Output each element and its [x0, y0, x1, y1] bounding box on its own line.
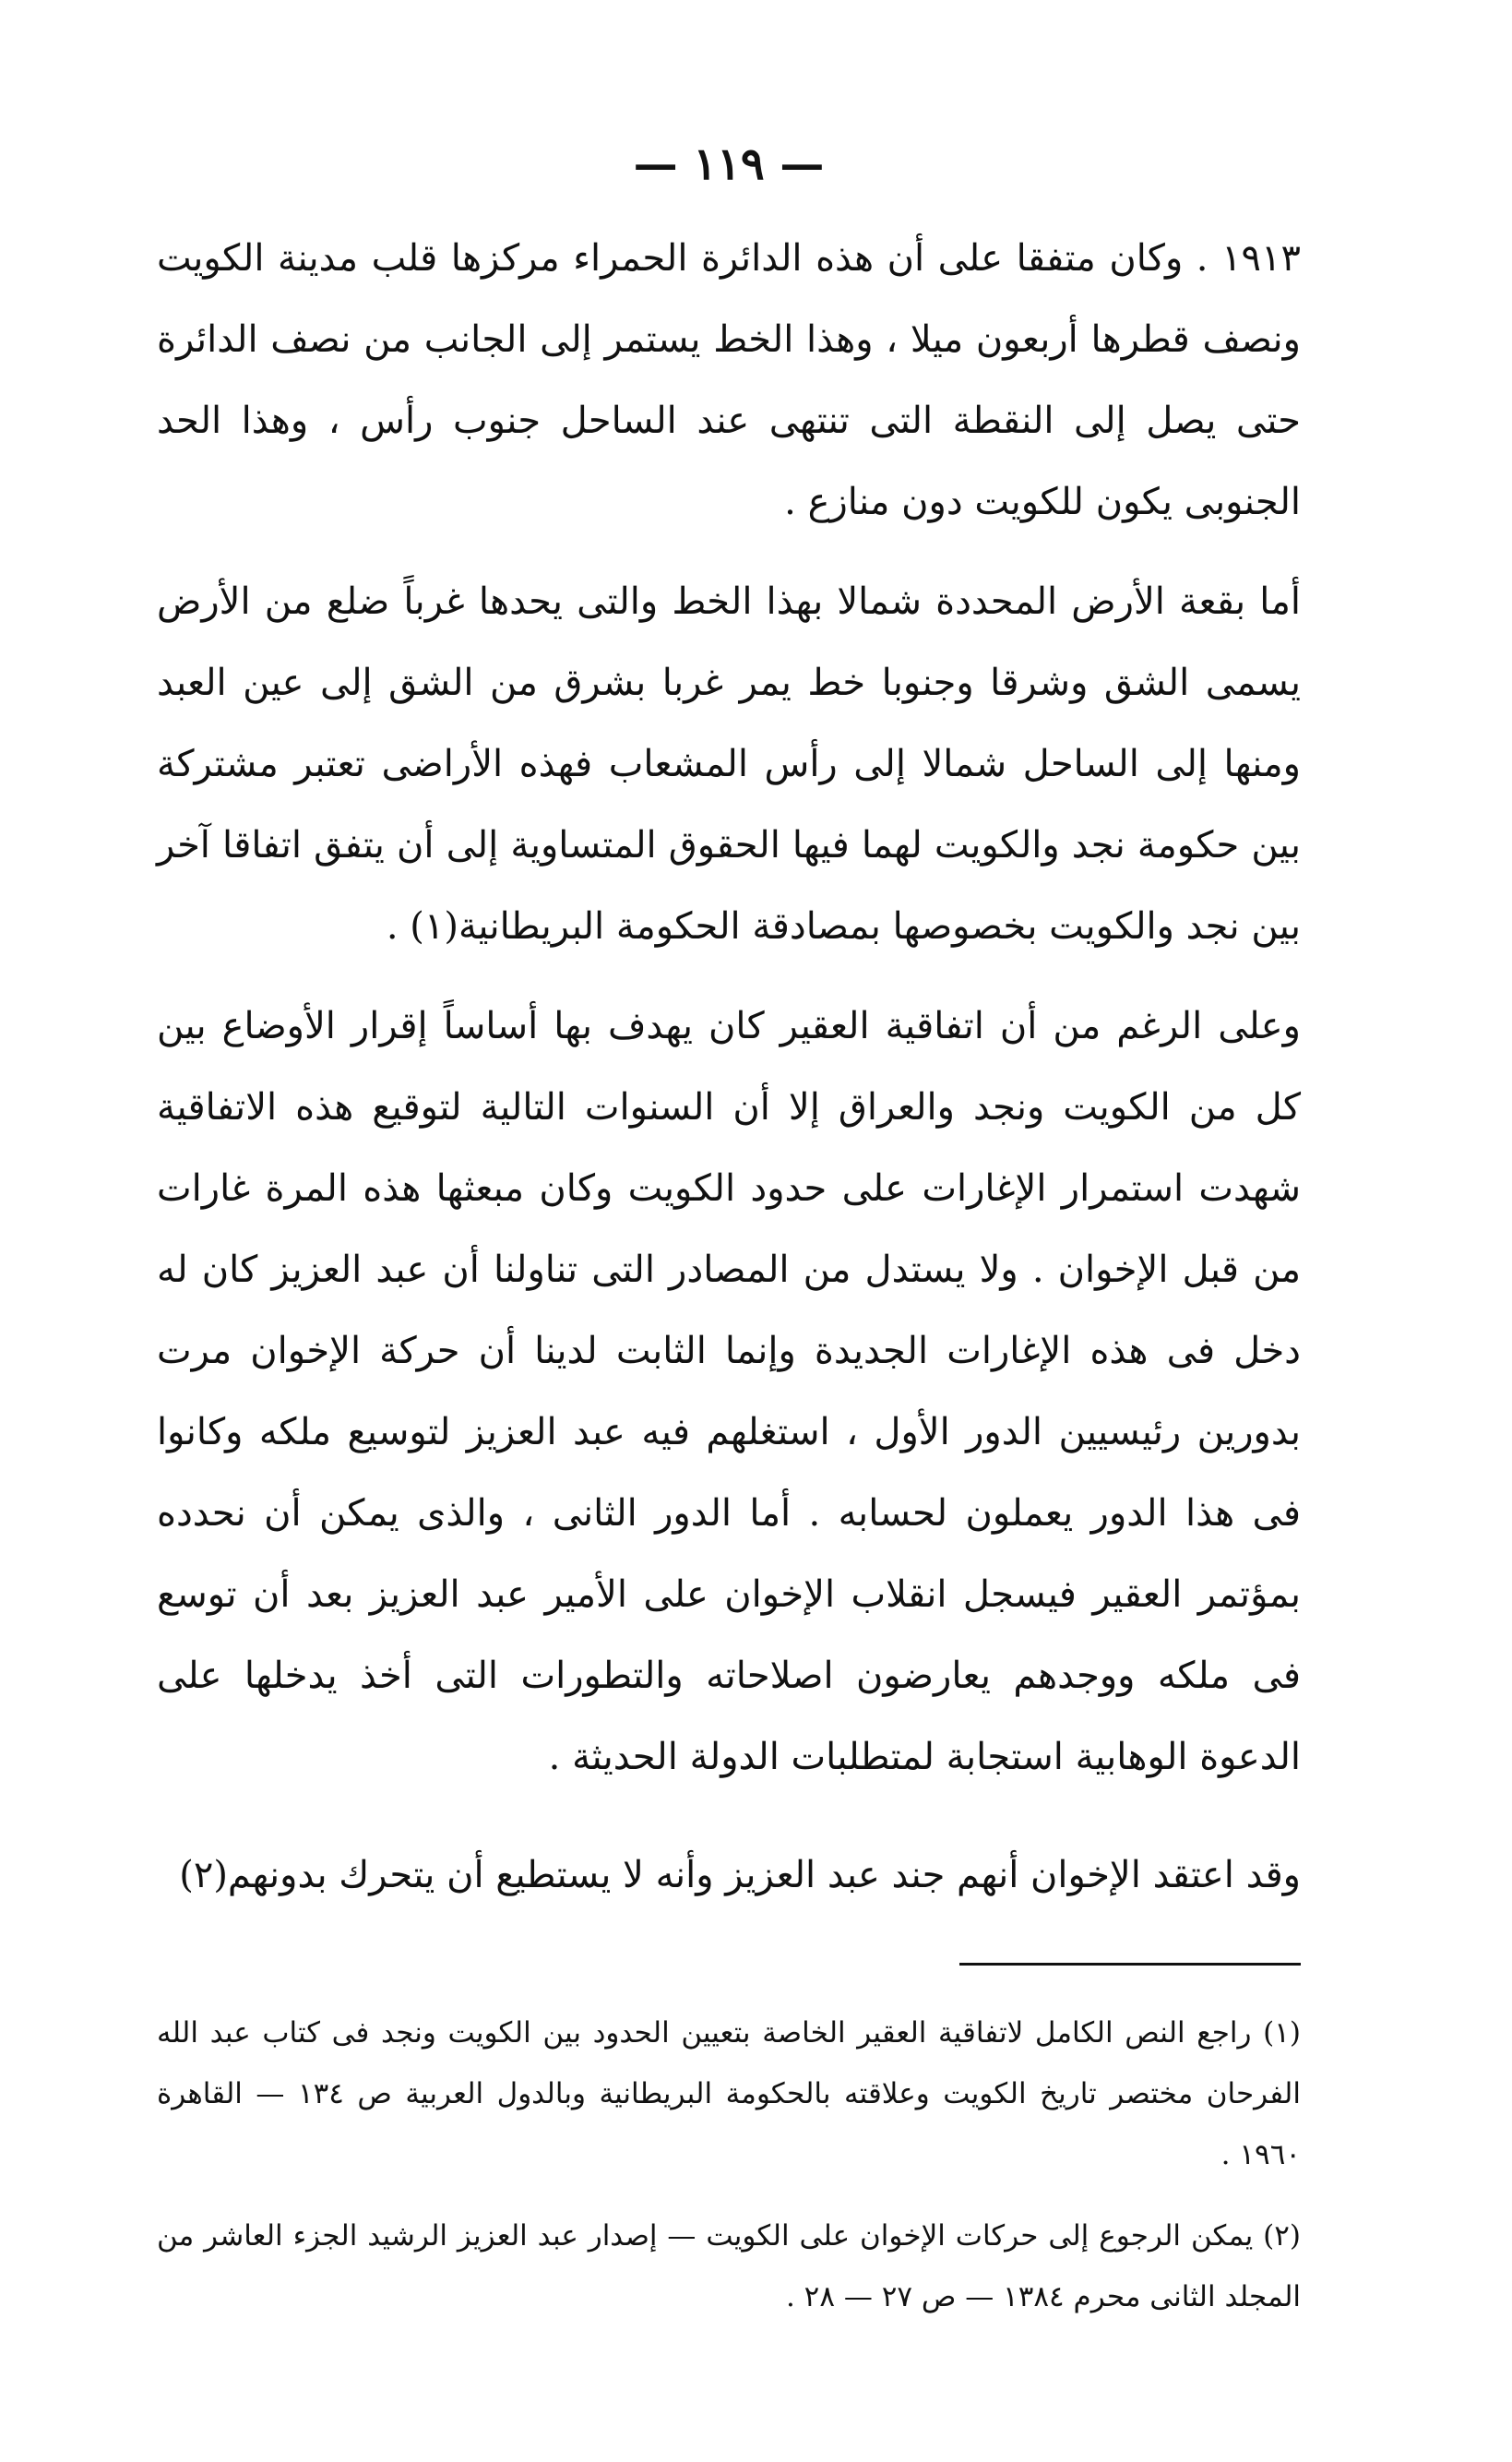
paragraph-1: ١٩١٣ . وكان متفقا على أن هذه الدائرة الحمراء مركزها قلب مدينة الكويت ونصف قطرها أربعون ميلا ، وهذا الخط يستمر إلى الجانب من نصف الدائرة حتى يصل إلى النقطة التى تنتهى عند الساحل جنوب رأس ، وهذا الحد الجنوبى يكون للكويت دون منازع .	[157, 237, 1301, 523]
paragraph-3: وعلى الرغم من أن اتفاقية العقير كان يهدف بها أساساً إقرار الأوضاع بين كل من الكويت ونجد والعراق إلا أن السنوات التالية لتوقيع هذه الاتفاقية شهدت استمرار الإغارات على حدود الكويت وكان مبعثها هذه المرة غارات من قبل الإخوان . ولا يستدل من المصادر التى تناولنا أن عبد العزيز كان له دخل فى هذه الإغارات الجديدة وإنما الثابت لدينا أن حركة الإخوان مرت بدورين رئيسيين الدور الأول ، استغلهم فيه عبد العزيز لتوسيع ملكه وكانوا فى هذا الدور يعملون لحسابه . أما الدور الثانى ، والذى يمكن أن نحدده بمؤتمر العقير فيسجل انقلاب الإخوان على الأمير عبد العزيز بعد أن توسع فى ملكه ووجدهم يعارضون اصلاحاته والتطورات التى أخذ يدخلها على الدعوة الوهابية استجابة لمتطلبات الدولة الحديثة .	[157, 1005, 1301, 1778]
footnotes	[157, 2002, 1301, 2327]
page-number: — ١١٩ —	[633, 138, 825, 190]
footnote-2: (٢) يمكن الرجوع إلى حركات الإخوان على الكويت — إصدار عبد العزيز الرشيد الجزء العاشر من المجلد الثانى محرم ١٣٨٤ — ص ٢٧ — ٢٨ .	[157, 2219, 1301, 2313]
paragraph-2: أما بقعة الأرض المحددة شمالا بهذا الخط والتى يحدها غرباً ضلع من الأرض يسمى الشق وشرقا وجنوبا خط يمر غربا بشرق من الشق إلى عين العبد ومنها إلى الساحل شمالا إلى رأس المشعاب فهذه الأراضى تعتبر مشتركة بين حكومة نجد والكويت لهما فيها الحقوق المتساوية إلى أن يتفق اتفاقا آخر بين نجد والكويت بخصوصها بمصادقة الحكومة البريطانية(١) .	[157, 580, 1301, 948]
footnote-divider	[959, 1963, 1301, 1966]
page-body	[157, 138, 1301, 1916]
paragraph-4: وقد اعتقد الإخوان أنهم جند عبد العزيز وأنه لا يستطيع أن يتحرك بدونهم(٢)	[179, 1854, 1301, 1896]
footnote-1: (١) راجع النص الكامل لاتفاقية العقير الخاصة بتعيين الحدود بين الكويت ونجد فى كتاب عبد الله الفرحان مختصر تاريخ الكويت وعلاقته بالحكومة البريطانية وبالدول العربية ص ١٣٤ — القاهرة ١٩٦٠ .	[157, 2016, 1301, 2171]
